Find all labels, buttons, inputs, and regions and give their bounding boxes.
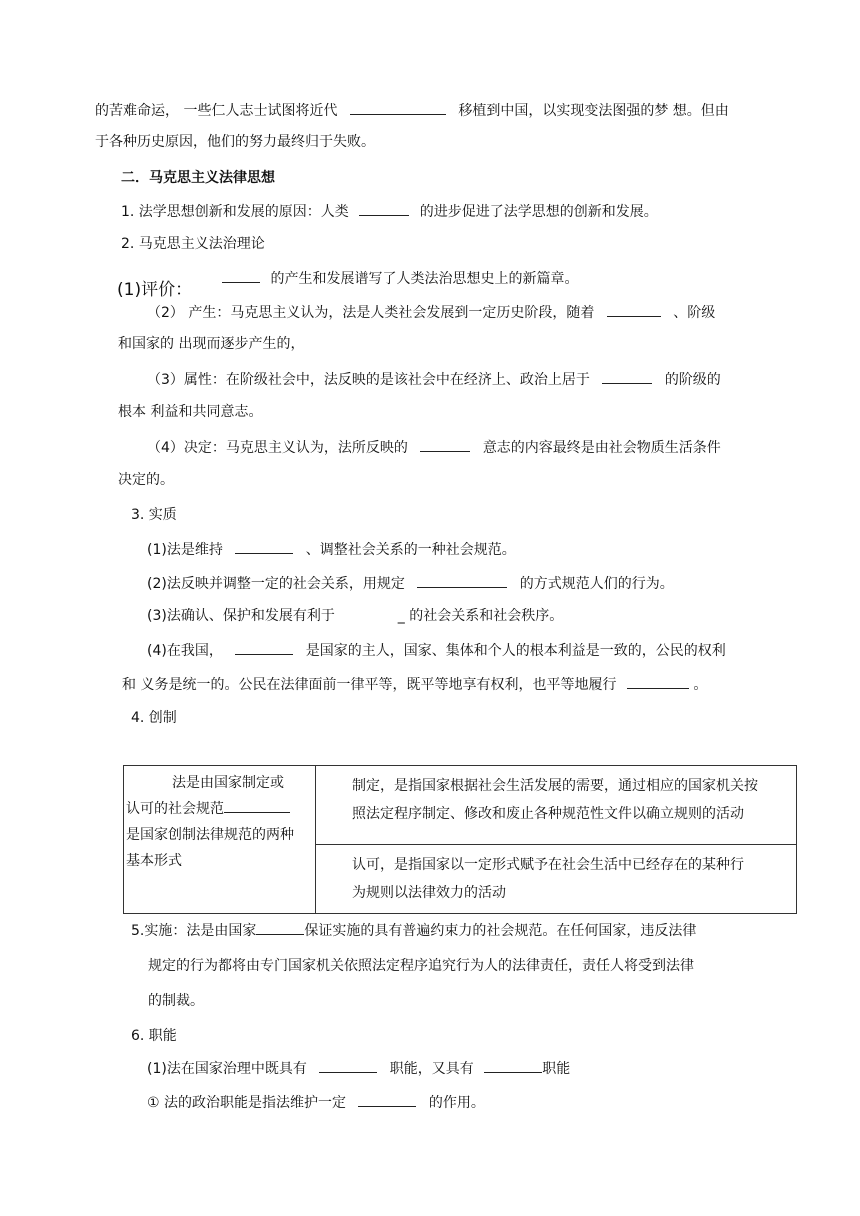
law-creation-table xyxy=(123,765,797,914)
fill-blank[interactable] xyxy=(235,539,293,554)
text: (3)法确认、保护和发展有利于 xyxy=(147,608,335,624)
text: （2） 产生：马克思主义认为，法是人类社会发展到一定历史阶段，随着 xyxy=(147,305,595,321)
text: 是国家创制法律规范的两种 xyxy=(126,827,294,843)
text: 法是由国家制定或 xyxy=(172,775,284,791)
essence-4-line-1 xyxy=(147,640,726,661)
text: (2)法反映并调整一定的社会关系，用规定 xyxy=(147,576,405,592)
text: 。 xyxy=(693,677,708,693)
text: _ 的社会关系和社会秩序。 xyxy=(397,608,564,624)
item-4: 4. 创制 xyxy=(131,710,177,726)
fill-blank[interactable] xyxy=(420,437,470,452)
origin-line-2: 和国家的 出现而逐步产生的， xyxy=(118,336,305,352)
text: 5.实施：法是由国家 xyxy=(131,923,257,939)
decide-line-1 xyxy=(147,437,721,458)
table-right-bottom-cell xyxy=(316,845,797,914)
text: (1)法是维持 xyxy=(147,542,223,558)
text: （3）属性：在阶级社会中，法反映的是该社会中在经济上、政治上居于 xyxy=(147,372,590,388)
text: ① 法的政治职能是指法维护一定 xyxy=(147,1095,347,1111)
text: 的苦难命运， 一些仁人志士试图将近代 xyxy=(95,103,338,119)
text: 认可的社会规范 xyxy=(126,801,224,817)
item-5-line-2: 规定的行为都将由专门国家机关依照法定程序追究行为人的法律责任，责任人将受到法律 xyxy=(148,958,694,974)
item-6: 6. 职能 xyxy=(131,1028,177,1044)
text: 认可，是指国家以一定形式赋予在社会生活中已经存在的某种行 xyxy=(352,857,744,873)
decide-line-2: 决定的。 xyxy=(118,472,174,488)
text: 是国家的主人，国家、集体和个人的根本利益是一致的，公民的权利 xyxy=(305,643,726,659)
item-3: 3. 实质 xyxy=(131,507,177,523)
essence-2 xyxy=(147,573,674,594)
fill-blank[interactable] xyxy=(319,1058,377,1073)
eval-line xyxy=(222,268,578,289)
essence-3 xyxy=(147,606,563,626)
text: 、阶级 xyxy=(673,305,716,321)
eval-label: (1)评价： xyxy=(117,280,193,300)
fill-blank[interactable] xyxy=(222,268,260,283)
fill-blank[interactable] xyxy=(602,369,652,384)
text: 的作用。 xyxy=(428,1095,485,1111)
func-1 xyxy=(147,1058,570,1079)
text: 的进步促进了法学思想的创新和发展。 xyxy=(419,204,658,220)
item-5-line-1 xyxy=(131,920,696,941)
fill-blank[interactable] xyxy=(627,674,689,689)
text: 的方式规范人们的行为。 xyxy=(519,576,674,592)
fill-blank[interactable] xyxy=(350,100,446,115)
text: （4）决定：马克思主义认为，法所反映的 xyxy=(147,440,408,456)
text: (4)在我国， xyxy=(147,643,223,659)
text: (1)法在国家治理中既具有 xyxy=(147,1061,307,1077)
text: 的阶级的 xyxy=(664,372,721,388)
text: 1. 法学思想创新和发展的原因：人类 xyxy=(121,204,349,220)
text: 基本形式 xyxy=(126,853,182,869)
text: 职能 xyxy=(542,1061,571,1077)
item-5-line-3: 的制裁。 xyxy=(148,993,204,1009)
attribute-line-2: 根本 利益和共同意志。 xyxy=(118,404,263,420)
item-2: 2. 马克思主义法治理论 xyxy=(121,236,265,252)
text: 的产生和发展谱写了人类法治思想史上的新篇章。 xyxy=(270,271,579,287)
text: 保证实施的具有普遍约束力的社会规范。在任何国家，违反法律 xyxy=(304,923,697,939)
func-2 xyxy=(147,1092,485,1113)
text: 意志的内容最终是由社会物质生活条件 xyxy=(482,440,721,456)
intro-line-1 xyxy=(95,100,729,121)
fill-blank[interactable] xyxy=(417,573,507,588)
text: 职能，又具有 xyxy=(389,1061,474,1077)
attribute-line-1 xyxy=(147,369,721,390)
text: 为规则以法律效力的活动 xyxy=(352,885,506,901)
table-row xyxy=(124,766,797,845)
fill-blank[interactable] xyxy=(484,1058,542,1073)
origin-line-1 xyxy=(147,302,715,323)
essence-4-line-2 xyxy=(122,674,707,695)
fill-blank[interactable] xyxy=(359,201,409,216)
intro-line-2: 于各种历史原因，他们的努力最终归于失败。 xyxy=(95,134,375,150)
text: 照法定程序制定、修改和废止各种规范性文件以确立规则的活动 xyxy=(352,806,744,822)
text: 移植到中国，以实现变法图强的梦 想。但由 xyxy=(458,103,729,119)
text: 制定，是指国家根据社会生活发展的需要，通过相应的国家机关按 xyxy=(352,778,758,794)
fill-blank[interactable] xyxy=(235,640,293,655)
fill-blank[interactable] xyxy=(224,798,290,813)
table-left-cell xyxy=(124,766,316,914)
text: 和 义务是统一的。公民在法律面前一律平等，既平等地享有权利，也平等地履行 xyxy=(122,677,617,693)
text: 、调整社会关系的一种社会规范。 xyxy=(305,542,516,558)
essence-1 xyxy=(147,539,516,560)
fill-blank[interactable] xyxy=(358,1092,416,1107)
fill-blank[interactable] xyxy=(607,302,661,317)
fill-blank[interactable] xyxy=(256,920,304,935)
section-heading: 二．马克思主义法律思想 xyxy=(121,170,275,186)
item-1 xyxy=(121,201,658,222)
table-right-top-cell xyxy=(316,766,797,845)
